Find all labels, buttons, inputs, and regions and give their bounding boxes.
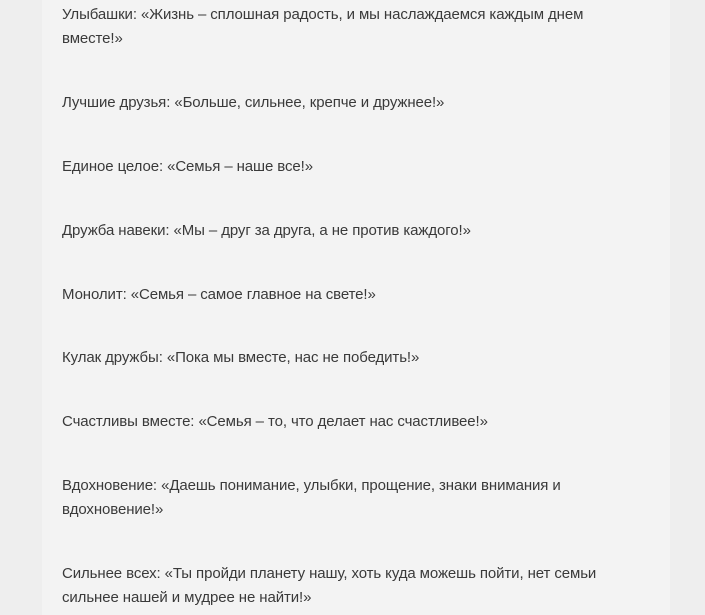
team-name-entry-1: Улыбашки: «Жизнь – сплошная радость, и мы наслаждаемся каждым днем вместе!» (62, 6, 584, 47)
team-name-entry-8: Вдохновение: «Даешь понимание, улыбки, прощение, знаки внимания и вдохновение!» (62, 477, 561, 518)
team-name-entry-6: Кулак дружбы: «Пока мы вместе, нас не победить!» (62, 349, 420, 366)
team-name-entry-9: Сильнее всех: «Ты пройди планету нашу, хоть куда можешь пойти, нет семьи сильнее нашей и мудрее не найти!» (62, 565, 597, 606)
article-content (42, 0, 670, 615)
team-name-entry-2: Лучшие друзья: «Больше, сильнее, крепче и дружнее!» (62, 94, 445, 111)
team-name-entry-7: Счастливы вместе: «Семья – то, что делает нас счастливее!» (62, 413, 488, 430)
team-name-entry-4: Дружба навеки: «Мы – друг за друга, а не против каждого!» (62, 222, 471, 239)
team-name-entry-3: Единое целое: «Семья – наше все!» (62, 158, 313, 175)
team-name-entry-5: Монолит: «Семья – самое главное на свете!» (62, 286, 376, 303)
